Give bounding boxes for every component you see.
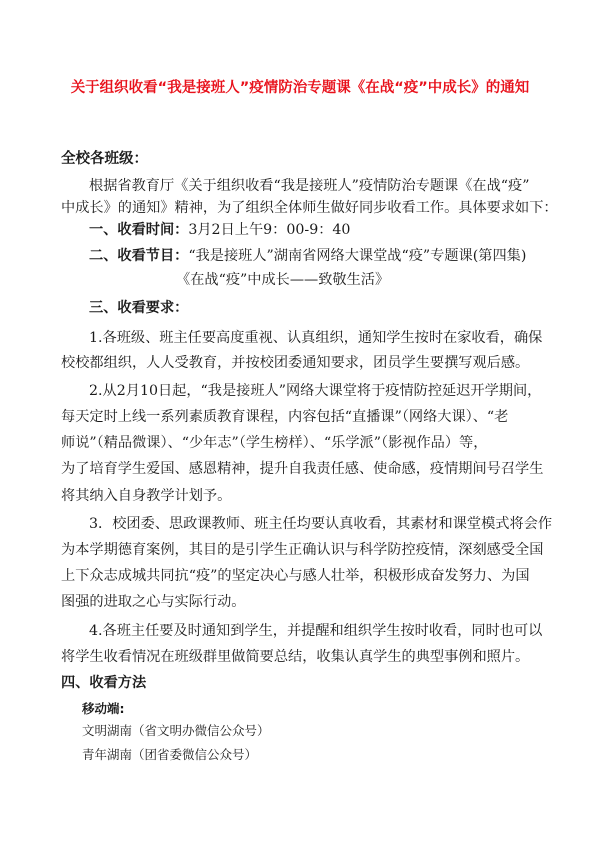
requirement-line: 师说”（精品微课）、“少年志”（学生榜样）、“乐学派”（影视作品）等， [61, 435, 488, 451]
intro-line: 中成长》的通知》精神，为了组织全体师生做好同步收看工作。具体要求如下： [61, 200, 558, 216]
requirement-line: 4.各班主任要及时通知到学生，并提醒和组织学生按时收看，同时也可以 [89, 623, 543, 639]
section-time [89, 220, 350, 240]
section-program [89, 246, 526, 266]
requirement-line: 2.从2月10日起，“我是接班人”网络大课堂将于疫情防控延迟开学期间， [89, 383, 542, 399]
section-program-value: “我是接班人”湖南省网络大课堂战“疫”专题课(第四集) [188, 248, 527, 264]
requirement-line: 将其纳入自身教学计划予。 [61, 488, 232, 504]
section-method-label: 四、收看方法 [61, 675, 147, 691]
requirement-line: 1.各班级、班主任要高度重视、认真组织，通知学生按时在家收看，确保 [89, 330, 543, 346]
requirement-line: 图强的进取之心与实际行动。 [61, 594, 246, 610]
requirement-line: 3．校团委、思政课教师、班主任均要认真收看，其素材和课堂模式将会作 [89, 516, 553, 532]
channel-item: 文明湖南（省文明办微信公众号） [82, 723, 270, 738]
section-time-value: 3月2日上午9：00-9：40 [188, 222, 351, 238]
channel-item: 青年湖南（团省委微信公众号） [82, 747, 258, 762]
section-program-label: 二、收看节目： [89, 248, 189, 264]
salutation: 全校各班级： [61, 151, 148, 167]
requirement-line: 每天定时上线一系列素质教育课程，内容包括“直播课”（网络大课）、“老 [61, 409, 509, 425]
mobile-label: 移动端: [82, 701, 125, 716]
requirement-line: 将学生收看情况在班级群里做简要总结，收集认真学生的典型事例和照片。 [61, 649, 530, 665]
requirement-line: 为了培育学生爱国、感恩精神，提升自我责任感、使命感，疫情期间号召学生 [61, 461, 544, 477]
requirement-line: 校校都组织，人人受教育，并按校团委通知要求，团员学生要撰写观后感。 [61, 355, 530, 371]
requirement-line: 为本学期德育案例，其目的是引学生正确认识与科学防控疫情，深刻感受全国 [61, 542, 544, 558]
requirement-line: 上下众志成城共同抗“疫”的坚定决心与感人壮举，积极形成奋发努力、为国 [61, 568, 530, 584]
intro-line: 根据省教育厅《关于组织收看“我是接班人”疫情防治专题课《在战“疫” [89, 178, 530, 194]
notice-title: 关于组织收看“我是接班人”疫情防治专题课《在战“疫”中成长》的通知 [70, 80, 530, 96]
section-program-subtitle: 《在战“疫”中成长——致敬生活》 [176, 272, 390, 288]
section-time-label: 一、收看时间： [89, 222, 189, 238]
section-requirements-label: 三、收看要求： [89, 300, 189, 316]
